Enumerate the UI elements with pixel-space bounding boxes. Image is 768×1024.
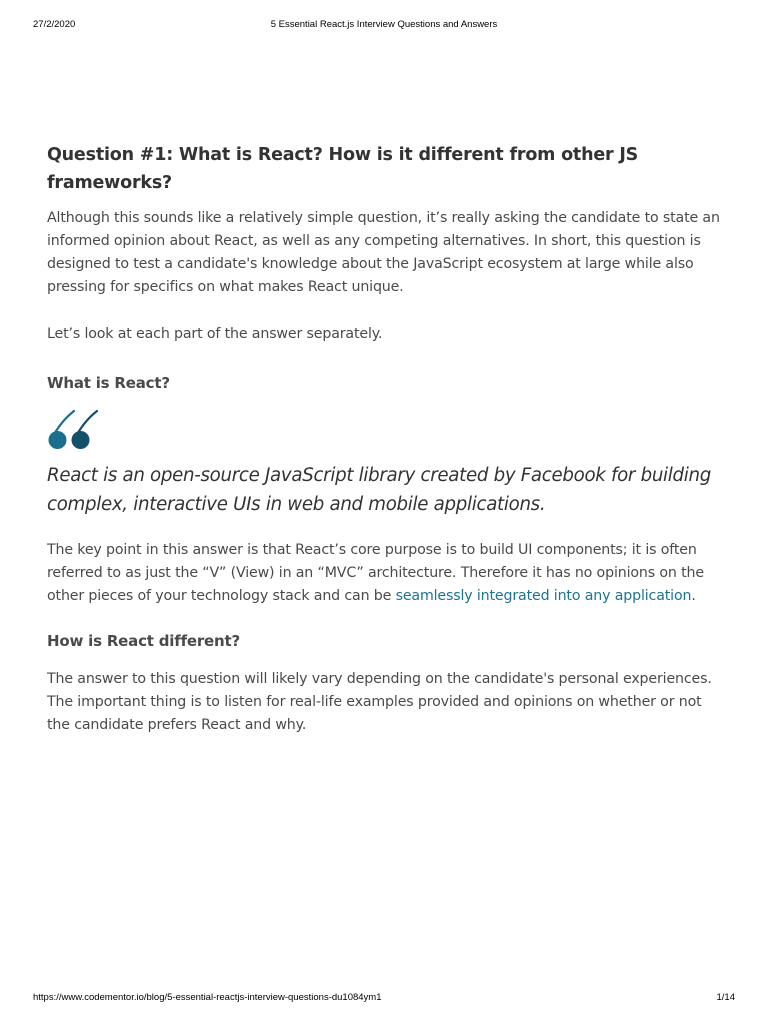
how-is-react-different-heading: How is React different?: [47, 632, 240, 650]
look-paragraph: Let’s look at each part of the answer separately.: [47, 326, 383, 342]
print-footer: [33, 992, 735, 1003]
print-url: https://www.codementor.io/blog/5-essential-reactjs-interview-questions-du1084ym1: [33, 992, 382, 1003]
page-number: 1/14: [716, 992, 735, 1003]
print-title: 5 Essential React.js Interview Questions and Answers: [270, 19, 498, 30]
question-heading: Question #1: What is React? How is it different from other JS frameworks?: [47, 145, 639, 193]
how-paragraph: The answer to this question will likely vary depending on the candidate's personal experiences. The important thing is to listen for real-life examples provided and opinions on whether or not the candidate prefers React and why.: [47, 671, 712, 733]
react-definition-quote: React is an open-source JavaScript library created by Facebook for building complex, interactive UIs in web and mobile applications.: [47, 465, 712, 515]
keypoint-paragraph: [47, 539, 727, 608]
print-header: [33, 19, 735, 30]
print-date: 27/2/2020: [33, 19, 76, 30]
article-content: [47, 141, 727, 737]
keypoint-end: .: [691, 588, 696, 604]
seamless-integration-link[interactable]: seamlessly integrated into any application: [395, 588, 692, 604]
intro-paragraph: Although this sounds like a relatively simple question, it’s really asking the candidate to state an informed opinion about React, as well as any competing alternatives. In short, this question is designed to test a candidate's knowledge about the JavaScript ecosystem at large while also pressing for specifics on what makes React unique.: [47, 210, 720, 295]
keypoint-text: The key point in this answer is that React’s core purpose is to build UI components; it is often referred to as just the “V” (View) in an “MVC” architecture. Therefore it has no opinions on the other pieces of your technology stack and can be: [47, 542, 704, 604]
open-quote-icon: [47, 408, 99, 450]
what-is-react-heading: What is React?: [47, 374, 170, 392]
